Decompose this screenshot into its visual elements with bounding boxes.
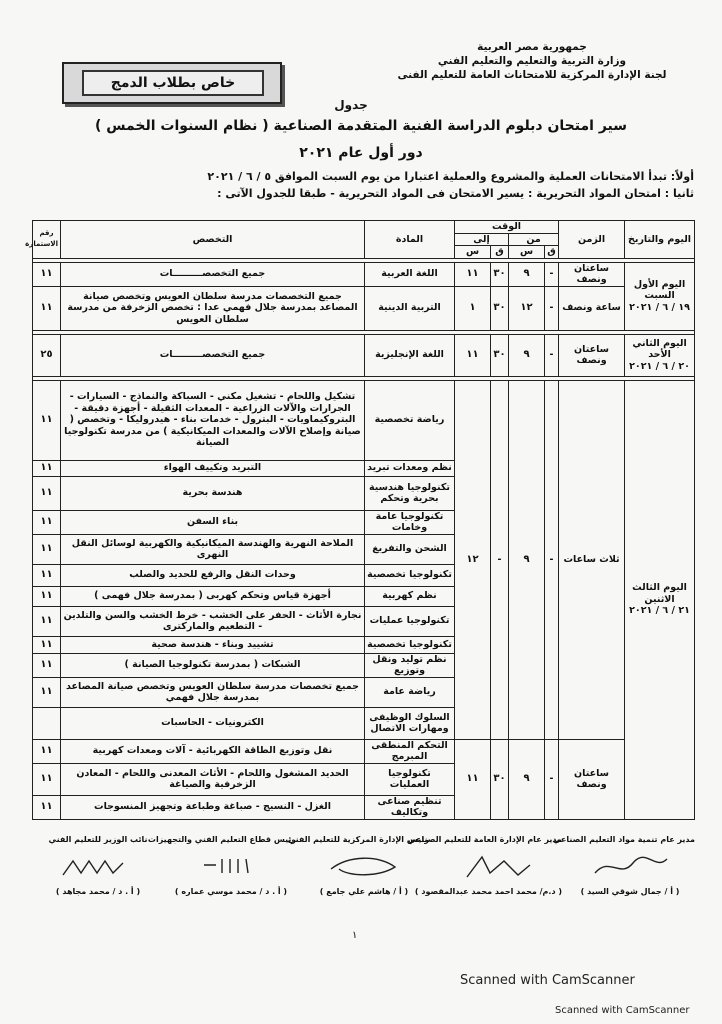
spec-cell: وحدات النقل والرفع للحديد والصلب — [61, 564, 365, 586]
duration-cell: ثلاث ساعات — [559, 380, 625, 739]
spec-cell: الملاحة النهرية والهندسة الميكانيكية والكهربية لوسائل النقل النهرى — [61, 534, 365, 564]
table-row — [33, 334, 695, 376]
to-s-cell: ١ — [455, 286, 491, 330]
signature-role: مدير عام الإدارة العامة للتعليم الصناعي — [407, 835, 562, 844]
table-row — [33, 380, 695, 460]
spec-cell: الغزل - النسيج - صباغة وطباعة وتجهيز المنسوجات — [61, 795, 365, 819]
header-to-q: ق — [491, 246, 509, 259]
header-to: إلى — [455, 233, 509, 246]
header-specialization: التخصص — [61, 221, 365, 259]
duration-cell: ساعتان ونصف — [559, 739, 625, 819]
day2-date: ٢٠ / ٦ / ٢٠٢١ — [629, 360, 690, 372]
to-s-cell: ١١ — [455, 739, 491, 819]
header-from-q: ق — [545, 246, 559, 259]
session-title: دور أول عام ٢٠٢١ — [299, 145, 423, 161]
to-q-cell: ٣٠ — [491, 739, 509, 819]
spec-cell: جميع التخصصـــــــــات — [61, 334, 365, 376]
ministry-header — [382, 40, 682, 82]
signature-name: ( أ . د / محمد مجاهد ) — [55, 887, 141, 896]
day3-name: اليوم الثالث الاثنين — [632, 582, 687, 605]
signature-scribble-icon — [585, 851, 675, 881]
subject-cell: التربية الدينية — [365, 286, 455, 330]
subject-cell: تكنولوجيا العمليات — [365, 763, 455, 795]
to-q-cell: ٣٠ — [491, 286, 509, 330]
spec-cell: الحديد المشغول واللحام - الأثاث المعدنى واللحام - المعادن الزخرفية والصياغة — [61, 763, 365, 795]
note-2: ثانيا : امتحان المواد التحريرية : يسير الامتحان فى المواد التحريرية - طبقا للجدول الآتى : — [217, 187, 694, 200]
form-cell: ١١ — [33, 460, 61, 476]
to-s-cell: ١١ — [455, 262, 491, 286]
header-from-s: س — [509, 246, 545, 259]
spec-cell: تشييد وبناء - هندسة صحية — [61, 636, 365, 653]
signature-name: ( د.م/ محمد احمد محمد عبدالمقصود ) — [414, 887, 562, 896]
subject-cell: اللغة العربية — [365, 262, 455, 286]
ministry-line-2: وزارة التربية والتعليم والتعليم الفني — [437, 55, 627, 67]
subject-cell: رياضة تخصصية — [365, 380, 455, 460]
table-row — [33, 262, 695, 286]
duration-cell: ساعتان ونصف — [559, 262, 625, 286]
signature-name: ( أ / جمال شوقي السيد ) — [580, 887, 680, 896]
header-subject: المادة — [365, 221, 455, 259]
form-cell: ١١ — [33, 653, 61, 677]
duration-cell: ساعة ونصف — [559, 286, 625, 330]
page-number: ١ — [352, 930, 358, 941]
header-day-date: اليوم والتاريخ — [625, 221, 695, 259]
subject-cell: تكنولوجيا عمليات — [365, 606, 455, 636]
exam-schedule-table — [25, 220, 695, 820]
form-cell — [33, 707, 61, 739]
subject-cell: نظم ومعدات تبريد — [365, 460, 455, 476]
signature-name: ( أ / هاشم علي جامع ) — [319, 887, 409, 896]
signatures — [30, 835, 695, 905]
from-q-cell: - — [545, 334, 559, 376]
spec-cell: نجارة الأثاث - الحفر على الخشب - خرط الخشب والسن والتلدين - التطعيم والماركترى — [61, 606, 365, 636]
signature-block — [552, 835, 695, 896]
table-row — [33, 286, 695, 330]
signature-scribble-icon — [186, 851, 276, 881]
form-cell: ١١ — [33, 534, 61, 564]
badge-label: خاص بطلاب الدمج — [82, 70, 264, 96]
signature-role: رئيس الإدارة المركزية للتعليم الفني — [287, 835, 429, 844]
spec-cell: جميع التخصصات مدرسة سلطان العويس وتخصص صيانة المصاعد بمدرسة جلال فهمي عدا : تخصص الزخرفة من مدرسة سلطان العويس — [61, 286, 365, 330]
signature-scribble-icon — [452, 851, 542, 881]
form-cell: ١١ — [33, 739, 61, 763]
signature-block — [287, 835, 429, 896]
document-title: سير امتحان دبلوم الدراسة الفنية المتقدمة الصناعية ( نظام السنوات الخمس ) — [94, 118, 628, 134]
spec-cell: الشبكات ( بمدرسة تكنولوجيا الصيانة ) — [61, 653, 365, 677]
signature-role: مدير عام تنمية مواد التعليم الصناعي — [552, 835, 695, 844]
day3-date: ٢١ / ٦ / ٢٠٢١ — [629, 605, 690, 617]
to-q-cell: ٣٠ — [491, 262, 509, 286]
signature-name: ( أ . د / محمد موسي عماره ) — [174, 887, 288, 896]
form-cell: ١١ — [33, 262, 61, 286]
subject-cell: الشحن والتفريغ — [365, 534, 455, 564]
spec-cell: بناء السفن — [61, 510, 365, 534]
subject-cell: التحكم المنطقى المبرمج — [365, 739, 455, 763]
from-q-cell: - — [545, 380, 559, 739]
form-cell: ١١ — [33, 286, 61, 330]
spec-cell: تشكيل واللحام - تشغيل مكني - السباكة والنماذج - السيارات - الجرارات والآلات الزراعية - المعدات الثقيلة - أجهزة دقيقة - البتروكيماويات - البترول - خدمات بناء - هيدروليكا - وتخصص ( صيانة وإصلاح الآلات والمعدات الميكانيكية ) من مدرسة تكنولوجيا الصيانة — [61, 380, 365, 460]
form-cell: ١١ — [33, 606, 61, 636]
signature-scribble-icon — [53, 851, 143, 881]
from-s-cell: ٩ — [509, 334, 545, 376]
to-s-cell: ١٢ — [455, 380, 491, 739]
to-s-cell: ١١ — [455, 334, 491, 376]
to-q-cell: - — [491, 380, 509, 739]
day3-cell — [625, 380, 695, 819]
from-q-cell: - — [545, 286, 559, 330]
note-1: أولاً: تبدأ الامتحانات العملية والمشروع والعملية اعتبارا من يوم السبت الموافق ٥ / ٦ / ٢٠٢١ — [207, 170, 694, 183]
subject-cell: تكنولوجيا هندسية بحرية وتحكم — [365, 476, 455, 510]
from-q-cell: - — [545, 739, 559, 819]
header-time: الوقت — [455, 221, 559, 234]
form-cell: ١١ — [33, 636, 61, 653]
from-s-cell: ٩ — [509, 739, 545, 819]
form-cell: ١١ — [33, 380, 61, 460]
spec-cell: نقل وتوزيع الطاقة الكهربائية - آلات ومعدات كهربية — [61, 739, 365, 763]
subject-cell: نظم توليد ونقل وتوزيع — [365, 653, 455, 677]
day1-name: اليوم الأول السبت — [633, 278, 686, 302]
spec-cell: هندسة بحرية — [61, 476, 365, 510]
form-cell: ١١ — [33, 586, 61, 606]
signature-block — [33, 835, 163, 896]
subject-cell: نظم كهربية — [365, 586, 455, 606]
subject-cell: تكنولوجيا تخصصية — [365, 564, 455, 586]
scanner-watermark-small: Scanned with CamScanner — [555, 1005, 690, 1016]
header-to-s: س — [455, 246, 491, 259]
subject-cell: تكنولوجيا عامة وخامات — [365, 510, 455, 534]
subject-cell: رياضة عامة — [365, 677, 455, 707]
subject-cell: السلوك الوظيفى ومهارات الاتصال — [365, 707, 455, 739]
form-cell: ١١ — [33, 476, 61, 510]
signature-role: رئيس قطاع التعليم الفني والتجهيزات — [147, 835, 296, 844]
duration-cell: ساعتان ونصف — [559, 334, 625, 376]
ministry-line-3: لجنة الإدارة المركزية للامتحانات العامة للتعليم الفنى — [397, 69, 667, 81]
header-from: من — [509, 233, 559, 246]
form-cell: ١١ — [33, 795, 61, 819]
day1-cell — [625, 262, 695, 330]
form-cell: ٢٥ — [33, 334, 61, 376]
header-form-no: رقم الاستمارة — [33, 221, 61, 259]
to-q-cell: ٣٠ — [491, 334, 509, 376]
scanner-watermark: Scanned with CamScanner — [460, 973, 635, 988]
spec-cell: أجهزة قياس وتحكم كهربى ( بمدرسة جلال فهمى ) — [61, 586, 365, 606]
spec-cell: التبريد وتكييف الهواء — [61, 460, 365, 476]
from-q-cell: - — [545, 262, 559, 286]
subject-cell: تكنولوجيا تخصصية — [365, 636, 455, 653]
signature-role: نائب الوزير للتعليم الفني — [48, 835, 148, 844]
notes — [34, 168, 694, 202]
signature-block — [407, 835, 562, 896]
ministry-line-1: جمهورية مصر العربية — [477, 41, 587, 53]
table-row — [33, 739, 695, 763]
from-s-cell: ٩ — [509, 380, 545, 739]
from-s-cell: ١٢ — [509, 286, 545, 330]
day1-date: ١٩ / ٦ / ٢٠٢١ — [629, 301, 690, 313]
schedule-word: جدول — [334, 98, 368, 112]
day2-name: اليوم الثاني الأحد — [632, 337, 687, 361]
form-cell: ١١ — [33, 677, 61, 707]
day2-cell — [625, 334, 695, 376]
spec-cell: الكترونيات - الحاسبات — [61, 707, 365, 739]
form-cell: ١١ — [33, 564, 61, 586]
spec-cell: جميع تخصصات مدرسة سلطان العويس وتخصص صيانة المصاعد بمدرسة جلال فهمي — [61, 677, 365, 707]
spec-cell: جميع التخصصـــــــــات — [61, 262, 365, 286]
subject-cell: اللغة الإنجليزية — [365, 334, 455, 376]
signature-block — [147, 835, 296, 896]
form-cell: ١١ — [33, 763, 61, 795]
signature-scribble-icon — [319, 851, 409, 881]
from-s-cell: ٩ — [509, 262, 545, 286]
subject-cell: تنظيم صناعى وتكاليف — [365, 795, 455, 819]
form-cell: ١١ — [33, 510, 61, 534]
header-duration: الزمن — [559, 221, 625, 259]
